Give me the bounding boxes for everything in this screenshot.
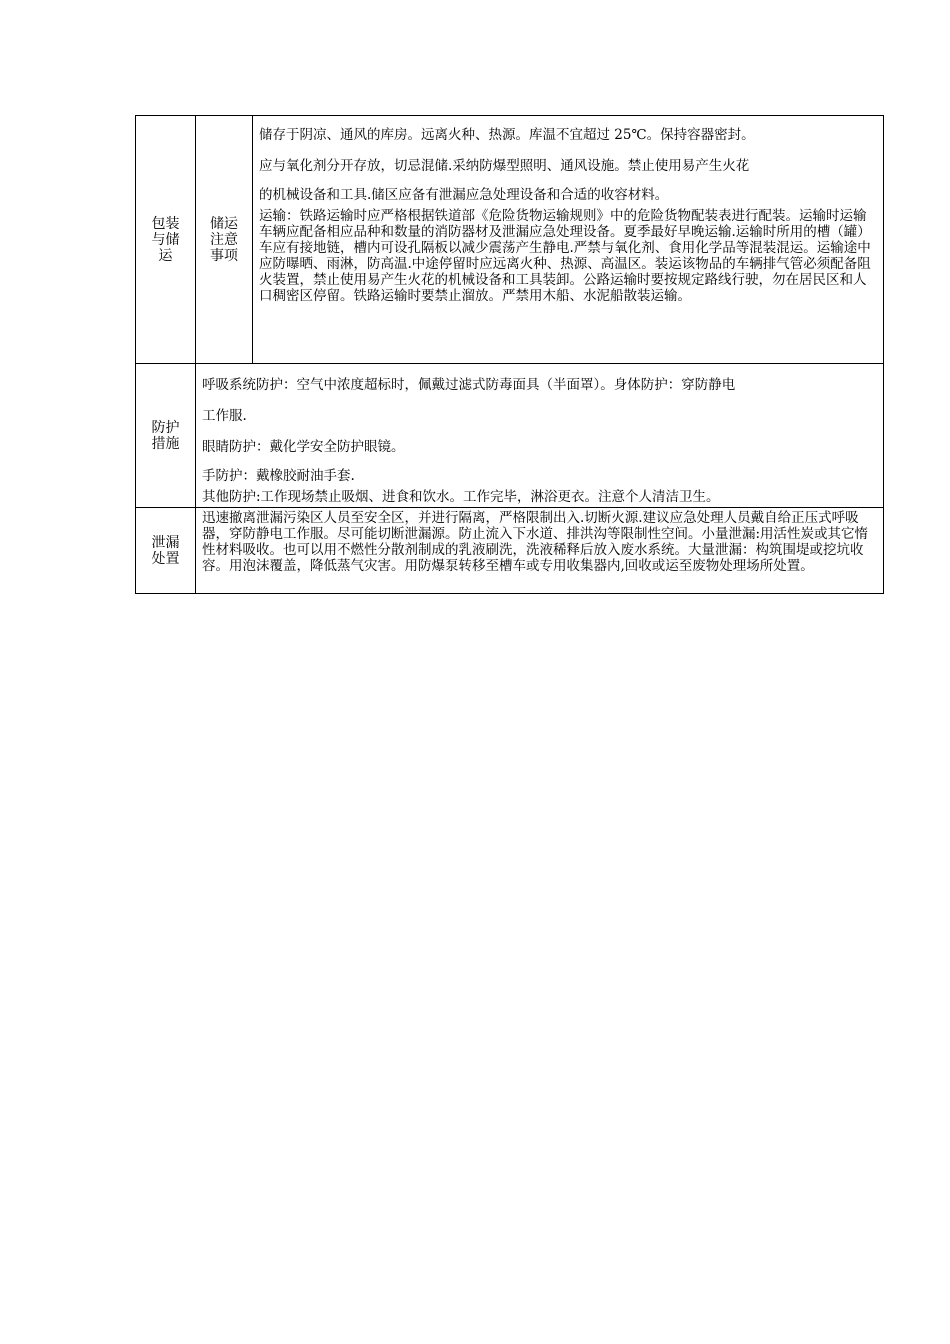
row-protection — [136, 364, 884, 508]
category-label-protection — [136, 364, 196, 508]
protection-notes — [202, 370, 877, 489]
leak-content-cell — [196, 508, 884, 594]
msds-table — [135, 115, 884, 594]
leak-label-text: 泄漏处置 — [151, 534, 180, 567]
category-label-packaging — [136, 116, 196, 364]
protection-line: 呼吸系统防护：空气中浓度超标时，佩戴过滤式防毒面具（半面罩）。身体防护：穿防静电 — [202, 377, 736, 393]
protection-label-text: 防护措施 — [151, 419, 180, 452]
protection-line: 工作服. — [202, 408, 247, 424]
storage-transport-label-text: 储运注意事项 — [210, 215, 238, 264]
sub-label-storage-transport — [196, 116, 253, 364]
storage-content-cell — [253, 116, 884, 364]
protection-line: 手防护：戴橡胶耐油手套. — [202, 468, 355, 484]
category-label-leak — [136, 508, 196, 594]
storage-line: 储存于阴凉、通风的库房。远离火种、热源。库温不宜超过 25℃。保持容器密封。 — [259, 127, 755, 143]
row-packaging-storage — [136, 116, 884, 364]
other-protection-line: 其他防护:工作现场禁止吸烟、进食和饮水。工作完毕，淋浴更衣。注意个人清洁卫生。 — [202, 489, 720, 505]
storage-notes — [259, 120, 877, 208]
transport-notes: 运输：铁路运输时应严格根据铁道部《危险货物运输规则》中的危险货物配装表进行配装。运输时运输车辆应配备相应品种和数量的消防器材及泄漏应急处理设备。夏季最好早晚运输.运输时所用的槽（罐）车应有接地链，槽内可设孔隔板以减少震荡产生静电.严禁与氧化剂、食用化学品等混装混运。运输途中应防曝晒、雨淋，防高温.中途停留时应远离火种、热源、高温区。装运该物品的车辆排气管必须配备阻火装置，禁止使用易产生火花的机械设备和工具装卸。公路运输时要按规定路线行驶，勿在居民区和人口稠密区停留。铁路运输时要禁止溜放。严禁用木船、水泥船散装运输。 — [259, 208, 871, 304]
protection-line: 眼睛防护：戴化学安全防护眼镜。 — [202, 439, 405, 455]
storage-line: 应与氧化剂分开存放，切忌混储.采纳防爆型照明、通风设施。禁止使用易产生火花 — [259, 158, 750, 174]
leak-handling-text: 迅速撤离泄漏污染区人员至安全区，并进行隔离，严格限制出入.切断火源.建议应急处理人员戴自给正压式呼吸器，穿防静电工作服。尽可能切断泄漏源。防止流入下水道、排洪沟等限制性空间。小量泄漏:用活性炭或其它惰性材料吸收。也可以用不燃性分散剂制成的乳液刷洗，洗液稀释后放入废水系统。大量泄漏：构筑围堤或挖坑收容。用泡沫覆盖，降低蒸气灾害。用防爆泵转移至槽车或专用收集器内,回收或运至废物处理场所处置。 — [202, 510, 869, 574]
storage-line: 的机械设备和工具.储区应备有泄漏应急处理设备和合适的收容材料。 — [259, 187, 669, 203]
protection-content-cell — [196, 364, 884, 508]
packaging-label-text: 包装与储运 — [151, 215, 180, 264]
row-leak-handling — [136, 508, 884, 594]
